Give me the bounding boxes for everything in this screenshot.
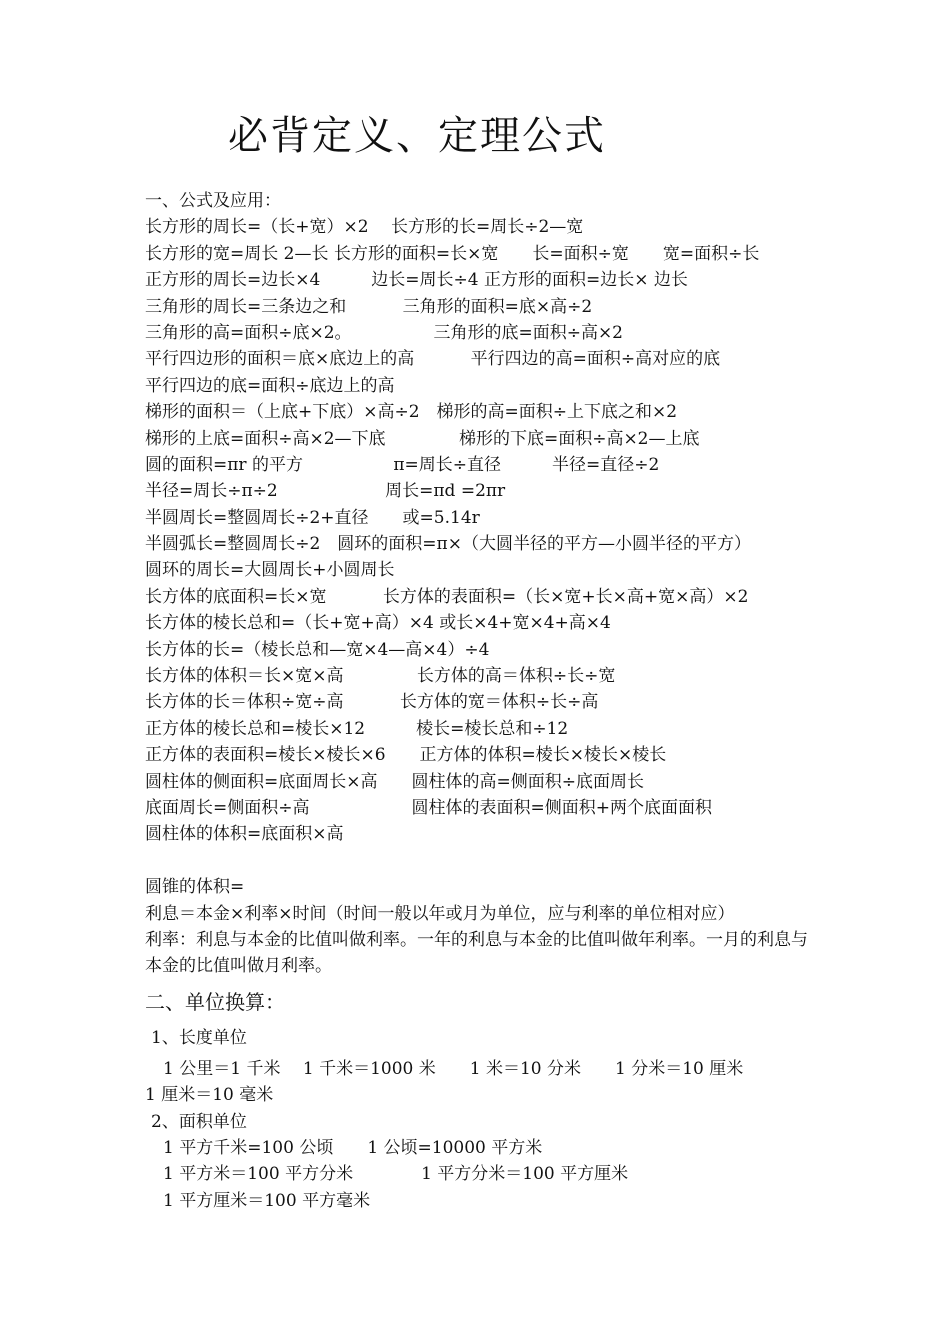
interest-line: 利息＝本金×利率×时间（时间一般以年或月为单位，应与利率的单位相对应） [145,903,735,924]
document-body [145,188,815,1214]
formula-line: 正方形的周长=边长×4 边长=周长÷4 正方形的面积=边长× 边长 [145,270,688,291]
unit-line: 1 平方千米=100 公顷 1 公顷=10000 平方米 [163,1137,543,1158]
section-heading: 二、单位换算： [145,989,285,1014]
formula-line: 三角形的高=面积÷底×2。 三角形的底=面积÷高×2 [145,322,623,343]
formula-line: 半圆弧长=整圆周长÷2 圆环的面积=π×（大圆半径的平方—小圆半径的平方） [145,534,751,555]
formula-line: 长方体的底面积=长×宽 长方体的表面积=（长×宽+长×高+宽×高）×2 [145,586,749,607]
formula-line: 圆柱体的侧面积=底面周长×高 圆柱体的高=侧面积÷底面周长 [145,771,644,792]
unit-line: 1 平方米＝100 平方分米 1 平方分米＝100 平方厘米 [163,1164,629,1185]
formula-line: 圆柱体的体积=底面积×高 [145,824,344,845]
formula-line: 底面周长=侧面积÷高 圆柱体的表面积=侧面积+两个底面面积 [145,797,712,818]
formula-line: 长方体的长=（棱长总和—宽×4—高×4）÷4 [145,639,490,660]
formula-line: 半圆周长=整圆周长÷2+直径 或=5.14r [145,507,480,528]
formula-line: 半径=周长÷π÷2 周长=πd =2πr [145,481,506,502]
formula-line: 正方体的棱长总和=棱长×12 棱长=棱长总和÷12 [145,718,569,739]
blank-line [145,848,815,874]
formula-line: 圆环的周长=大圆周长+小圆周长 [145,560,395,581]
page-title: 必背定义、定理公式 [228,113,606,159]
subsection-label: 2、面积单位 [151,1111,247,1132]
unit-line: 1 厘米＝10 毫米 [145,1085,274,1106]
formula-line: 平行四边的底=面积÷底边上的高 [145,375,395,396]
formula-line: 正方体的表面积=棱长×棱长×6 正方体的体积=棱长×棱长×棱长 [145,745,667,766]
section-heading: 一、公式及应用： [145,191,281,211]
formula-line: 平行四边形的面积＝底×底边上的高 平行四边的高=面积÷高对应的底 [145,349,721,370]
rate-paragraph: 利率：利息与本金的比值叫做利率。一年的利息与本金的比值叫做年利率。一月的利息与本金的比值叫做月利率。 [145,929,808,977]
formula-line: 梯形的面积＝（上底+下底）×高÷2 梯形的高=面积÷上下底之和×2 [145,402,678,423]
formula-line: 三角形的周长=三条边之和 三角形的面积=底×高÷2 [145,296,593,317]
cone-volume-line: 圆锥的体积= [145,877,245,898]
formula-line: 长方形的宽=周长 2—长 长方形的面积=长×宽 长=面积÷宽 宽=面积÷长 [145,243,760,264]
unit-line: 1 公里＝1 千米 1 千米＝1000 米 1 米＝10 分米 1 分米＝10 厘米 [163,1058,744,1079]
formula-line: 长方体的棱长总和=（长+宽+高）×4 或长×4+宽×4+高×4 [145,613,611,634]
formula-line: 圆的面积=πr 的平方 π=周长÷直径 半径=直径÷2 [145,454,660,475]
unit-line: 1 平方厘米＝100 平方毫米 [163,1190,371,1211]
formula-line: 长方体的体积＝长×宽×高 长方体的高＝体积÷长÷宽 [145,666,616,687]
subsection-label: 1、长度单位 [151,1027,247,1048]
formula-line: 长方体的长＝体积÷宽÷高 长方体的宽＝体积÷长÷高 [145,692,599,713]
formula-line: 梯形的上底=面积÷高×2—下底 梯形的下底=面积÷高×2—上底 [145,428,700,449]
formula-line: 长方形的周长=（长+宽）×2 长方形的长=周长÷2—宽 [145,217,584,238]
